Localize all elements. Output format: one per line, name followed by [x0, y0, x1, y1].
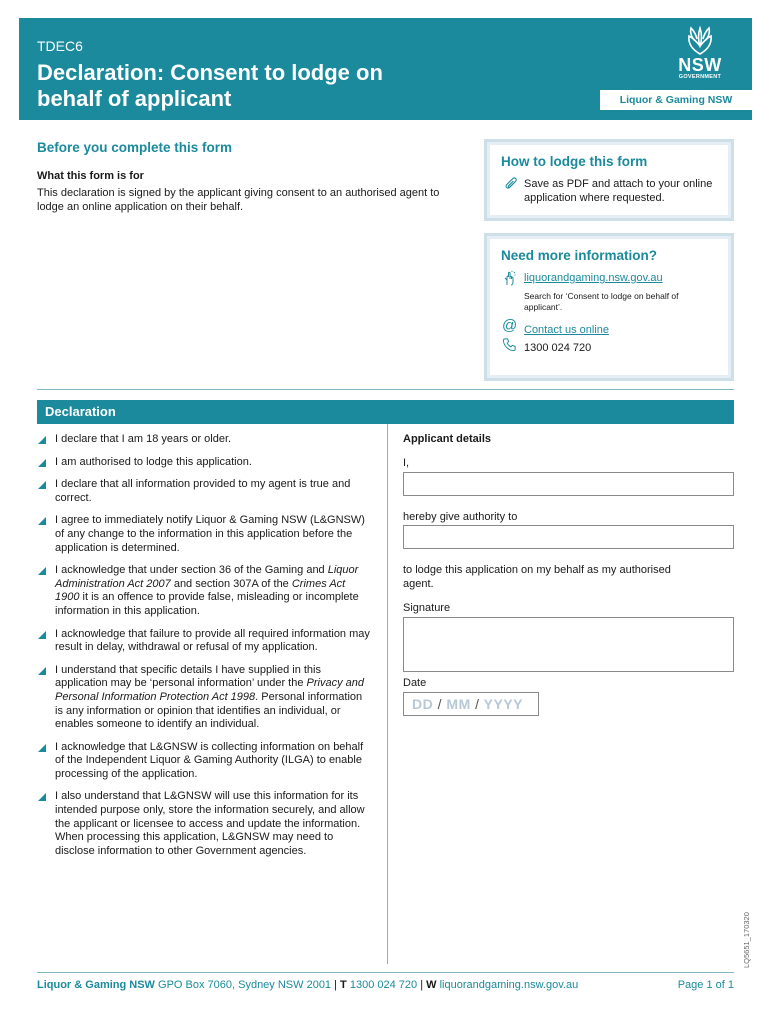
footer-rule [37, 972, 734, 973]
declaration-item-text: I declare that all information provided to my agent is true and correct. [55, 478, 351, 504]
declaration-act-name: Liquor Administration Act 2007 [55, 564, 359, 590]
declaration-item-text: I declare that I am 18 years or older. [55, 433, 232, 445]
contact-us-link[interactable]: Contact us online [524, 324, 609, 336]
triangle-bullet-icon [38, 631, 46, 639]
applicant-i-label: I, [403, 457, 410, 469]
declaration-act-name: Privacy and Personal Information Protection Act 1998 [55, 677, 365, 703]
pointer-hand-icon [502, 270, 518, 286]
column-divider [387, 424, 388, 964]
date-separator: / [475, 696, 480, 712]
website-link[interactable]: liquorandgaming.nsw.gov.au [524, 272, 663, 284]
declaration-act-name: Crimes Act 1900 [55, 577, 346, 604]
more-information-box [484, 233, 734, 381]
footer-phone-label: T [340, 979, 347, 991]
document-code: LQ5651_170320 [742, 912, 751, 968]
declaration-item-text: I understand that specific details I have supplied in this application may be ‘personal information’ under the [55, 663, 321, 690]
what-form-is-for-heading: What this form is for [37, 170, 144, 182]
search-hint: Search for ‘Consent to lodge on behalf of applicant’. [524, 291, 679, 312]
how-to-lodge-box [484, 139, 734, 221]
declaration-item [37, 564, 372, 618]
declaration-item-text: I acknowledge that failure to provide all required information may result in delay, withdrawal or refusal of my application. [55, 627, 370, 654]
footer-phone: 1300 024 720 [349, 979, 418, 991]
footer-org: Liquor & Gaming NSW [37, 979, 155, 991]
triangle-bullet-icon [38, 517, 46, 525]
date-separator: / [437, 696, 443, 712]
date-dd-placeholder: DD [412, 696, 434, 712]
nsw-government-logo [664, 26, 736, 92]
what-form-is-for-text: This declaration is signed by the applicant giving consent to an authorised agent to lodge an online application on their behalf. [37, 187, 440, 213]
footer-website[interactable]: liquorandgaming.nsw.gov.au [439, 979, 579, 991]
declaration-item-text: I also understand that L&GNSW will use this information for its intended purpose only, store the information securely, and allow the applicant or licensee to access and update the information. When processing this application, L&GNSW may need to disclose information to other Government agencies. [55, 790, 365, 857]
form-code: TDEC6 [37, 38, 83, 54]
date-field[interactable] [403, 692, 539, 716]
declaration-item [37, 664, 372, 732]
more-info-heading: Need more information? [501, 248, 658, 263]
applicant-name-field[interactable] [403, 472, 734, 496]
brand-tag: Liquor & Gaming NSW [600, 90, 752, 110]
lodge-label: to lodge this application on my behalf as my authorised agent. [403, 564, 671, 590]
declaration-item-text: I agree to immediately notify Liquor & Gaming NSW (L&GNSW) of any change to the information in this application before the application is determined. [55, 514, 365, 554]
agent-name-field[interactable] [403, 525, 734, 549]
footer-separator: | [420, 979, 424, 991]
declaration-item-text: . Personal information is any information or opinion that identifies an individual, or enables someone to identify an individual. [55, 690, 363, 731]
footer-separator: | [334, 979, 337, 991]
declaration-item-text: it is an offence to provide false, misleading or incomplete information in this application. [55, 591, 359, 617]
logo-text: NSW [678, 55, 722, 75]
signature-label: Signature [403, 602, 451, 614]
footer-web-label: W [426, 979, 437, 991]
date-label: Date [403, 677, 427, 689]
page-title: Declaration: Consent to lodge on behalf of applicant [37, 60, 383, 111]
authority-label: hereby give authority to [403, 511, 518, 523]
phone-icon [502, 337, 518, 353]
triangle-bullet-icon [38, 481, 46, 489]
waratah-icon [681, 26, 719, 56]
declaration-item [37, 478, 372, 505]
section-divider [37, 389, 734, 390]
signature-field[interactable] [403, 617, 734, 672]
applicant-details-heading: Applicant details [403, 433, 492, 445]
how-to-lodge-heading: How to lodge this form [501, 154, 648, 169]
logo-subtext: GOVERNMENT [678, 74, 722, 80]
triangle-bullet-icon [38, 436, 46, 444]
declaration-item-text: and section 307A of the [170, 577, 292, 590]
declaration-item [37, 741, 372, 782]
declaration-item-text: I acknowledge that L&GNSW is collecting information on behalf of the Independent Liquor & Gaming Authority (ILGA) to enable processing of the application. [55, 740, 364, 780]
footer-address: GPO Box 7060, Sydney NSW 2001 [158, 979, 332, 991]
declaration-item [37, 790, 372, 858]
declaration-list [37, 433, 372, 867]
declaration-item [37, 456, 372, 470]
declaration-item [37, 628, 372, 655]
triangle-bullet-icon [38, 793, 46, 801]
intro-heading: Before you complete this form [37, 140, 233, 155]
declaration-heading: Declaration [45, 404, 116, 419]
footer [37, 979, 734, 991]
at-sign-icon: @ [502, 317, 518, 334]
date-mm-placeholder: MM [446, 696, 471, 712]
how-to-lodge-text: Save as PDF and attach to your online application where requested. [524, 178, 713, 204]
triangle-bullet-icon [38, 744, 46, 752]
declaration-item-text: I am authorised to lodge this application. [55, 455, 252, 468]
declaration-item-text: I acknowledge that under section 36 of the Gaming and [55, 564, 328, 577]
page-number: Page 1 of 1 [677, 979, 734, 991]
triangle-bullet-icon [38, 459, 46, 467]
declaration-item [37, 514, 372, 555]
header-banner [19, 18, 752, 120]
date-yyyy-placeholder: YYYY [483, 696, 524, 712]
triangle-bullet-icon [38, 567, 46, 575]
phone-number: 1300 024 720 [524, 342, 592, 354]
declaration-item [37, 433, 372, 447]
paperclip-icon [504, 177, 520, 193]
triangle-bullet-icon [38, 667, 46, 675]
declaration-bar [37, 400, 734, 424]
